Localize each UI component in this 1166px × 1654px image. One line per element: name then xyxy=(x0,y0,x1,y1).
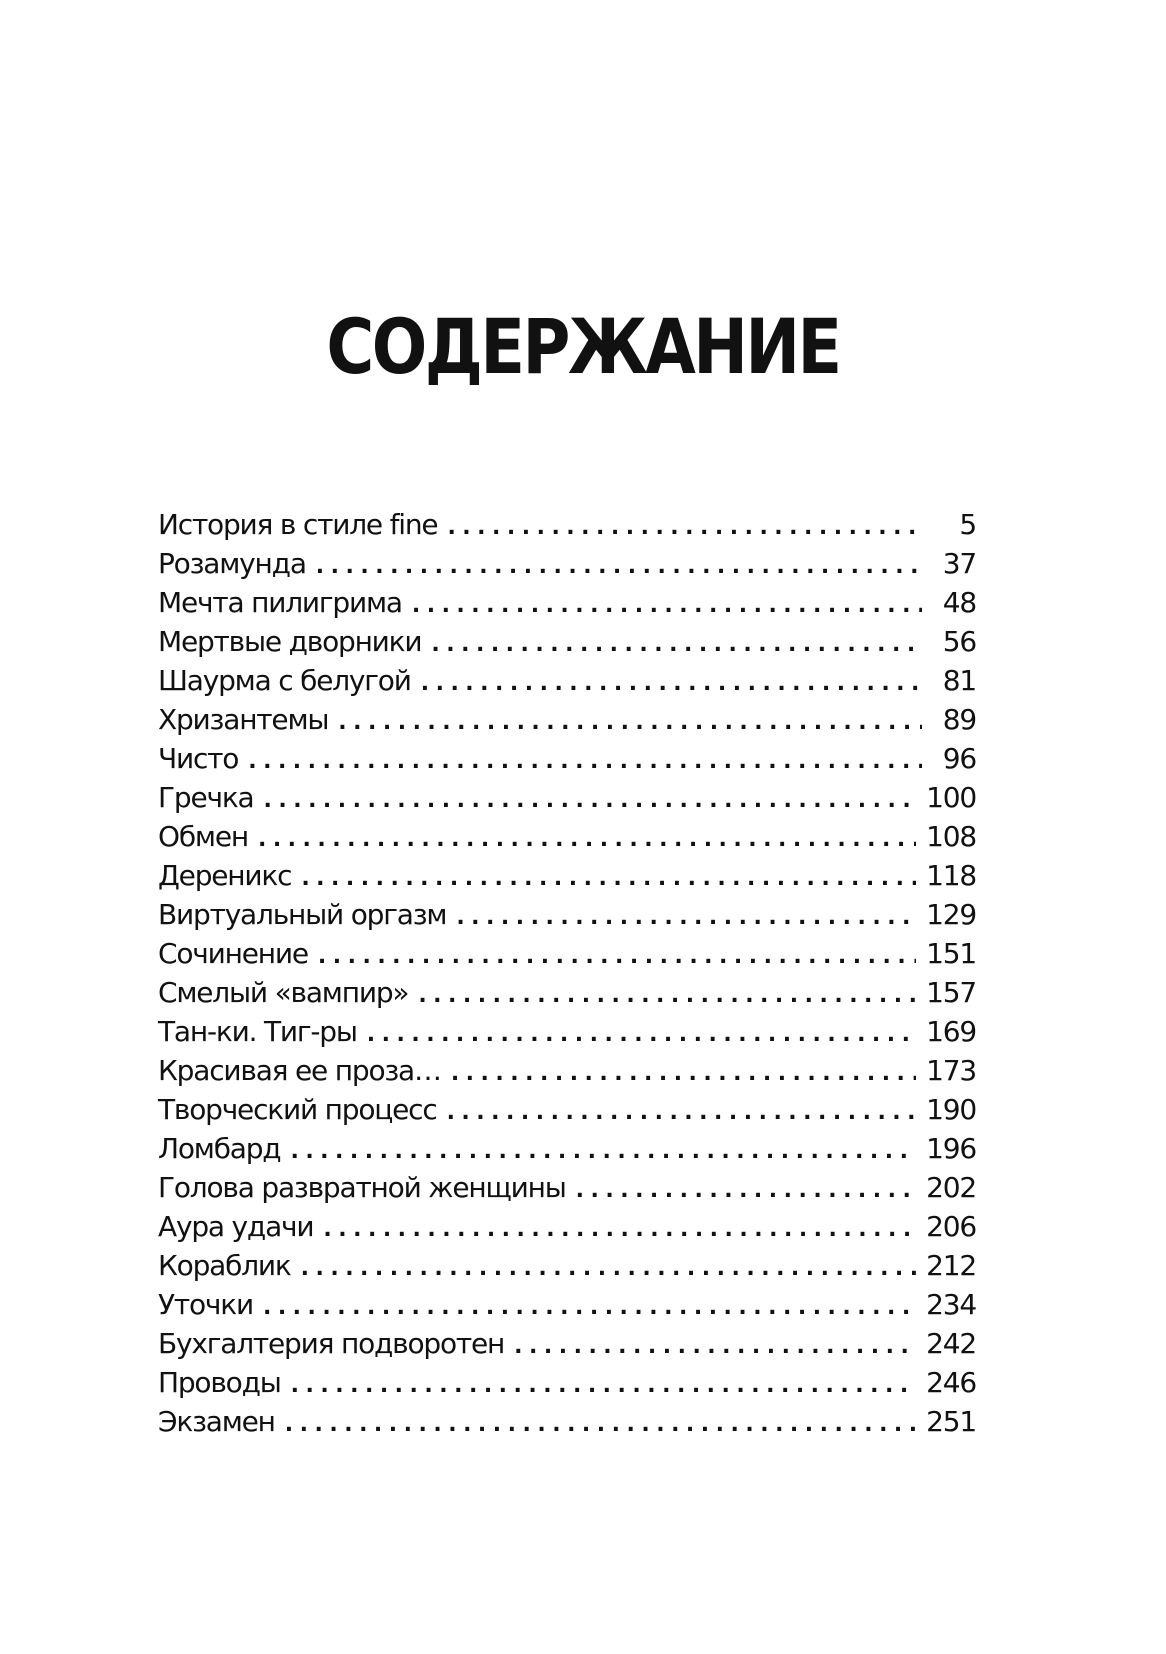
toc-entry xyxy=(158,898,976,937)
toc-entry-page-number: 96 xyxy=(942,742,976,775)
dot-leader xyxy=(291,1373,916,1398)
toc-entry xyxy=(158,859,976,898)
toc-entry xyxy=(158,781,976,820)
toc-entry-title: Хризантемы xyxy=(158,703,329,736)
toc-entry-page-number: 5 xyxy=(959,508,976,541)
toc-entry-title: Проводы xyxy=(158,1366,281,1399)
toc-entry xyxy=(158,1366,976,1405)
toc-entry xyxy=(158,1405,976,1444)
dot-leader xyxy=(514,1334,916,1359)
toc-entry xyxy=(158,625,976,664)
toc-entry-title: История в стиле fine xyxy=(158,508,438,541)
toc-entry xyxy=(158,1327,976,1366)
toc-entry-page-number: 246 xyxy=(926,1366,976,1399)
toc-entry-page-number: 157 xyxy=(926,976,976,1009)
dot-leader xyxy=(248,749,922,774)
toc-entry-page-number: 89 xyxy=(942,703,976,736)
toc-entry xyxy=(158,703,976,742)
toc-entry-title: Голова развратной женщины xyxy=(158,1171,566,1204)
toc-entry-title: Бухгалтерия подворотен xyxy=(158,1327,505,1360)
toc-entry xyxy=(158,742,976,781)
toc-entry xyxy=(158,820,976,859)
dot-leader xyxy=(576,1178,917,1203)
dot-leader xyxy=(456,905,916,930)
dot-leader xyxy=(447,1100,917,1125)
dot-leader xyxy=(323,1217,916,1242)
dot-leader xyxy=(338,710,922,735)
toc-entry-page-number: 251 xyxy=(926,1405,976,1438)
toc-entry-page-number: 48 xyxy=(942,586,976,619)
toc-entry-title: Чисто xyxy=(158,742,239,775)
dot-leader xyxy=(264,788,917,813)
toc-entry-page-number: 37 xyxy=(942,547,976,580)
toc-entry xyxy=(158,1249,976,1288)
dot-leader xyxy=(412,593,922,618)
dot-leader xyxy=(418,983,916,1008)
toc-entry-page-number: 190 xyxy=(926,1093,976,1126)
dot-leader xyxy=(421,671,922,696)
dot-leader xyxy=(318,944,916,969)
toc-entry xyxy=(158,1171,976,1210)
dot-leader xyxy=(301,1256,917,1281)
toc-entry-title: Кораблик xyxy=(158,1249,291,1282)
toc-entry xyxy=(158,1054,976,1093)
toc-entry xyxy=(158,586,976,625)
toc-entry-page-number: 129 xyxy=(926,898,976,931)
toc-entry xyxy=(158,1093,976,1132)
dot-leader xyxy=(447,515,922,540)
dot-leader xyxy=(451,1061,916,1086)
table-of-contents xyxy=(158,508,976,1444)
toc-entry xyxy=(158,1015,976,1054)
dot-leader xyxy=(367,1022,916,1047)
toc-entry-page-number: 100 xyxy=(926,781,976,814)
toc-entry-title: Ломбард xyxy=(158,1132,281,1165)
toc-entry-title: Тан-ки. Тиг-ры xyxy=(158,1015,357,1048)
toc-entry xyxy=(158,547,976,586)
toc-entry-title: Мечта пилигрима xyxy=(158,586,402,619)
toc-entry-title: Красивая ее проза… xyxy=(158,1054,441,1087)
toc-entry-page-number: 151 xyxy=(926,937,976,970)
toc-entry xyxy=(158,664,976,703)
toc-entry-title: Шаурма с белугой xyxy=(158,664,411,697)
toc-entry-page-number: 118 xyxy=(926,859,976,892)
toc-entry xyxy=(158,1132,976,1171)
dot-leader xyxy=(290,1139,916,1164)
dot-leader xyxy=(285,1412,916,1437)
toc-entry xyxy=(158,1288,976,1327)
toc-entry-page-number: 212 xyxy=(926,1249,976,1282)
toc-entry-page-number: 234 xyxy=(926,1288,976,1321)
dot-leader xyxy=(316,554,922,579)
toc-entry-page-number: 81 xyxy=(942,664,976,697)
toc-entry xyxy=(158,937,976,976)
toc-entry-title: Сочинение xyxy=(158,937,308,970)
toc-entry-title: Мертвые дворники xyxy=(158,625,422,658)
toc-entry-page-number: 242 xyxy=(926,1327,976,1360)
toc-entry-page-number: 108 xyxy=(926,820,976,853)
dot-leader xyxy=(263,1295,916,1320)
toc-entry-page-number: 173 xyxy=(926,1054,976,1087)
toc-entry xyxy=(158,508,976,547)
toc-entry-title: Обмен xyxy=(158,820,248,853)
toc-entry-title: Гречка xyxy=(158,781,254,814)
toc-entry-title: Экзамен xyxy=(158,1405,275,1438)
toc-entry-page-number: 196 xyxy=(926,1132,976,1165)
toc-entry-page-number: 202 xyxy=(926,1171,976,1204)
toc-entry-title: Уточки xyxy=(158,1288,253,1321)
toc-entry-title: Дереникс xyxy=(158,859,292,892)
dot-leader xyxy=(301,866,916,891)
toc-entry-title: Творческий процесс xyxy=(158,1093,437,1126)
toc-entry xyxy=(158,1210,976,1249)
toc-entry-page-number: 206 xyxy=(926,1210,976,1243)
toc-entry-title: Аура удачи xyxy=(158,1210,314,1243)
toc-entry-title: Смелый «вампир» xyxy=(158,976,409,1009)
toc-entry-title: Виртуальный оргазм xyxy=(158,898,447,931)
toc-entry-title: Розамунда xyxy=(158,547,306,580)
dot-leader xyxy=(431,632,922,657)
toc-entry-page-number: 56 xyxy=(942,625,976,658)
page-title: СОДЕРЖАНИЕ xyxy=(326,301,840,391)
toc-entry xyxy=(158,976,976,1015)
dot-leader xyxy=(258,827,916,852)
toc-entry-page-number: 169 xyxy=(926,1015,976,1048)
